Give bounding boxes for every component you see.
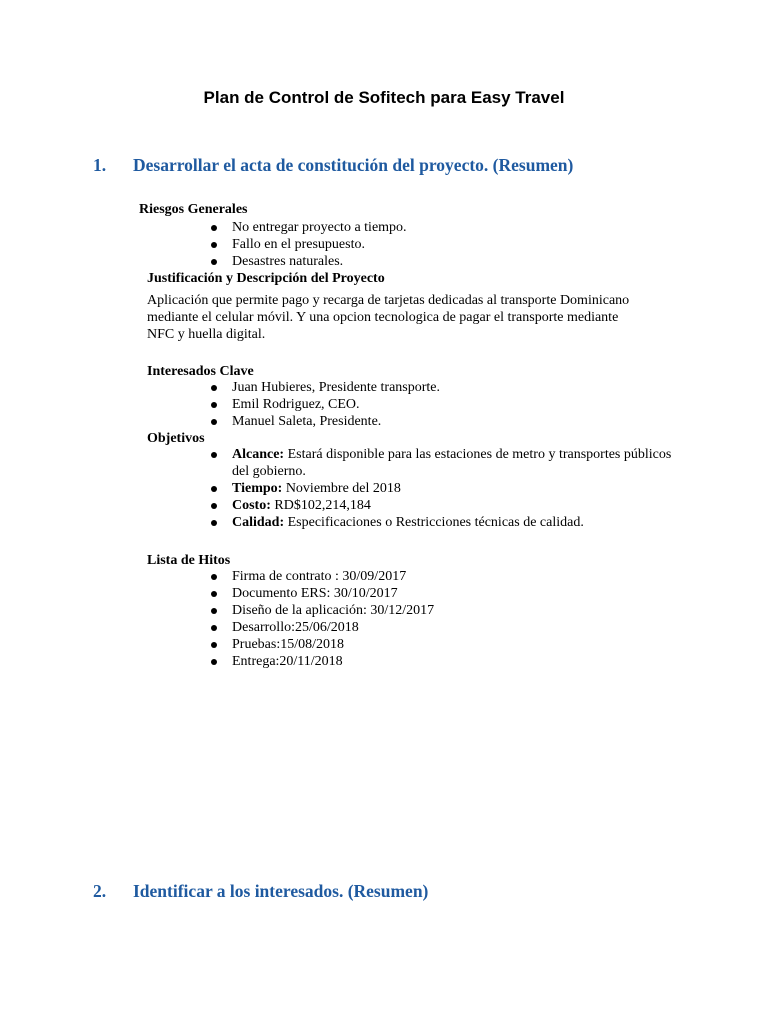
bullet-icon — [211, 591, 217, 597]
bullet-icon — [211, 259, 217, 265]
bullet-icon — [211, 503, 217, 509]
bullet-icon — [211, 242, 217, 248]
riesgos-heading: Riesgos Generales — [139, 202, 248, 217]
bullet-icon — [211, 225, 217, 231]
bullet-icon — [211, 452, 217, 458]
interesados-heading: Interesados Clave — [147, 364, 254, 379]
hitos-list — [232, 568, 434, 670]
list-item: Diseño de la aplicación: 30/12/2017 — [232, 602, 434, 619]
bullet-icon — [211, 659, 217, 665]
section-2-heading: Identificar a los interesados. (Resumen) — [133, 881, 429, 901]
bullet-icon — [211, 486, 217, 492]
bullet-icon — [211, 385, 217, 391]
section-2-number: 2. — [93, 881, 107, 901]
list-item: Emil Rodriguez, CEO. — [232, 396, 440, 413]
bullet-icon — [211, 625, 217, 631]
objetivos-heading: Objetivos — [147, 431, 205, 446]
list-item: Juan Hubieres, Presidente transporte. — [232, 379, 440, 396]
bullet-icon — [211, 574, 217, 580]
list-item: Alcance: Estará disponible para las estaciones de metro y transportes públicos del gobierno. — [232, 446, 672, 480]
list-item: Pruebas:15/08/2018 — [232, 636, 434, 653]
list-item: Desastres naturales. — [232, 253, 407, 270]
section-1-number: 1. — [93, 155, 107, 175]
list-item: Tiempo: Noviembre del 2018 — [232, 480, 672, 497]
bullet-icon — [211, 520, 217, 526]
justificacion-paragraph: Aplicación que permite pago y recarga de tarjetas dedicadas al transporte Dominicano mediante el celular móvil. Y una opcion tecnologica de pagar el transporte mediante NFC y huella digital. — [147, 293, 630, 342]
list-item: Documento ERS: 30/10/2017 — [232, 585, 434, 602]
riesgos-list — [232, 219, 407, 270]
interesados-list — [232, 379, 440, 430]
bullet-icon — [211, 419, 217, 425]
list-item: No entregar proyecto a tiempo. — [232, 219, 407, 236]
hitos-heading: Lista de Hitos — [147, 553, 231, 568]
bullet-icon — [211, 608, 217, 614]
bullet-icon — [211, 402, 217, 408]
justificacion-heading: Justificación y Descripción del Proyecto — [147, 271, 385, 286]
list-item: Costo: RD$102,214,184 — [232, 497, 672, 514]
document-title: Plan de Control de Sofitech para Easy Travel — [203, 88, 565, 107]
list-item: Fallo en el presupuesto. — [232, 236, 407, 253]
list-item: Firma de contrato : 30/09/2017 — [232, 568, 434, 585]
list-item: Desarrollo:25/06/2018 — [232, 619, 434, 636]
list-item: Manuel Saleta, Presidente. — [232, 413, 440, 430]
bullet-icon — [211, 642, 217, 648]
list-item: Entrega:20/11/2018 — [232, 653, 434, 670]
objetivos-list — [232, 446, 672, 531]
section-1-heading: Desarrollar el acta de constitución del proyecto. (Resumen) — [133, 155, 574, 175]
list-item: Calidad: Especificaciones o Restricciones técnicas de calidad. — [232, 514, 672, 531]
